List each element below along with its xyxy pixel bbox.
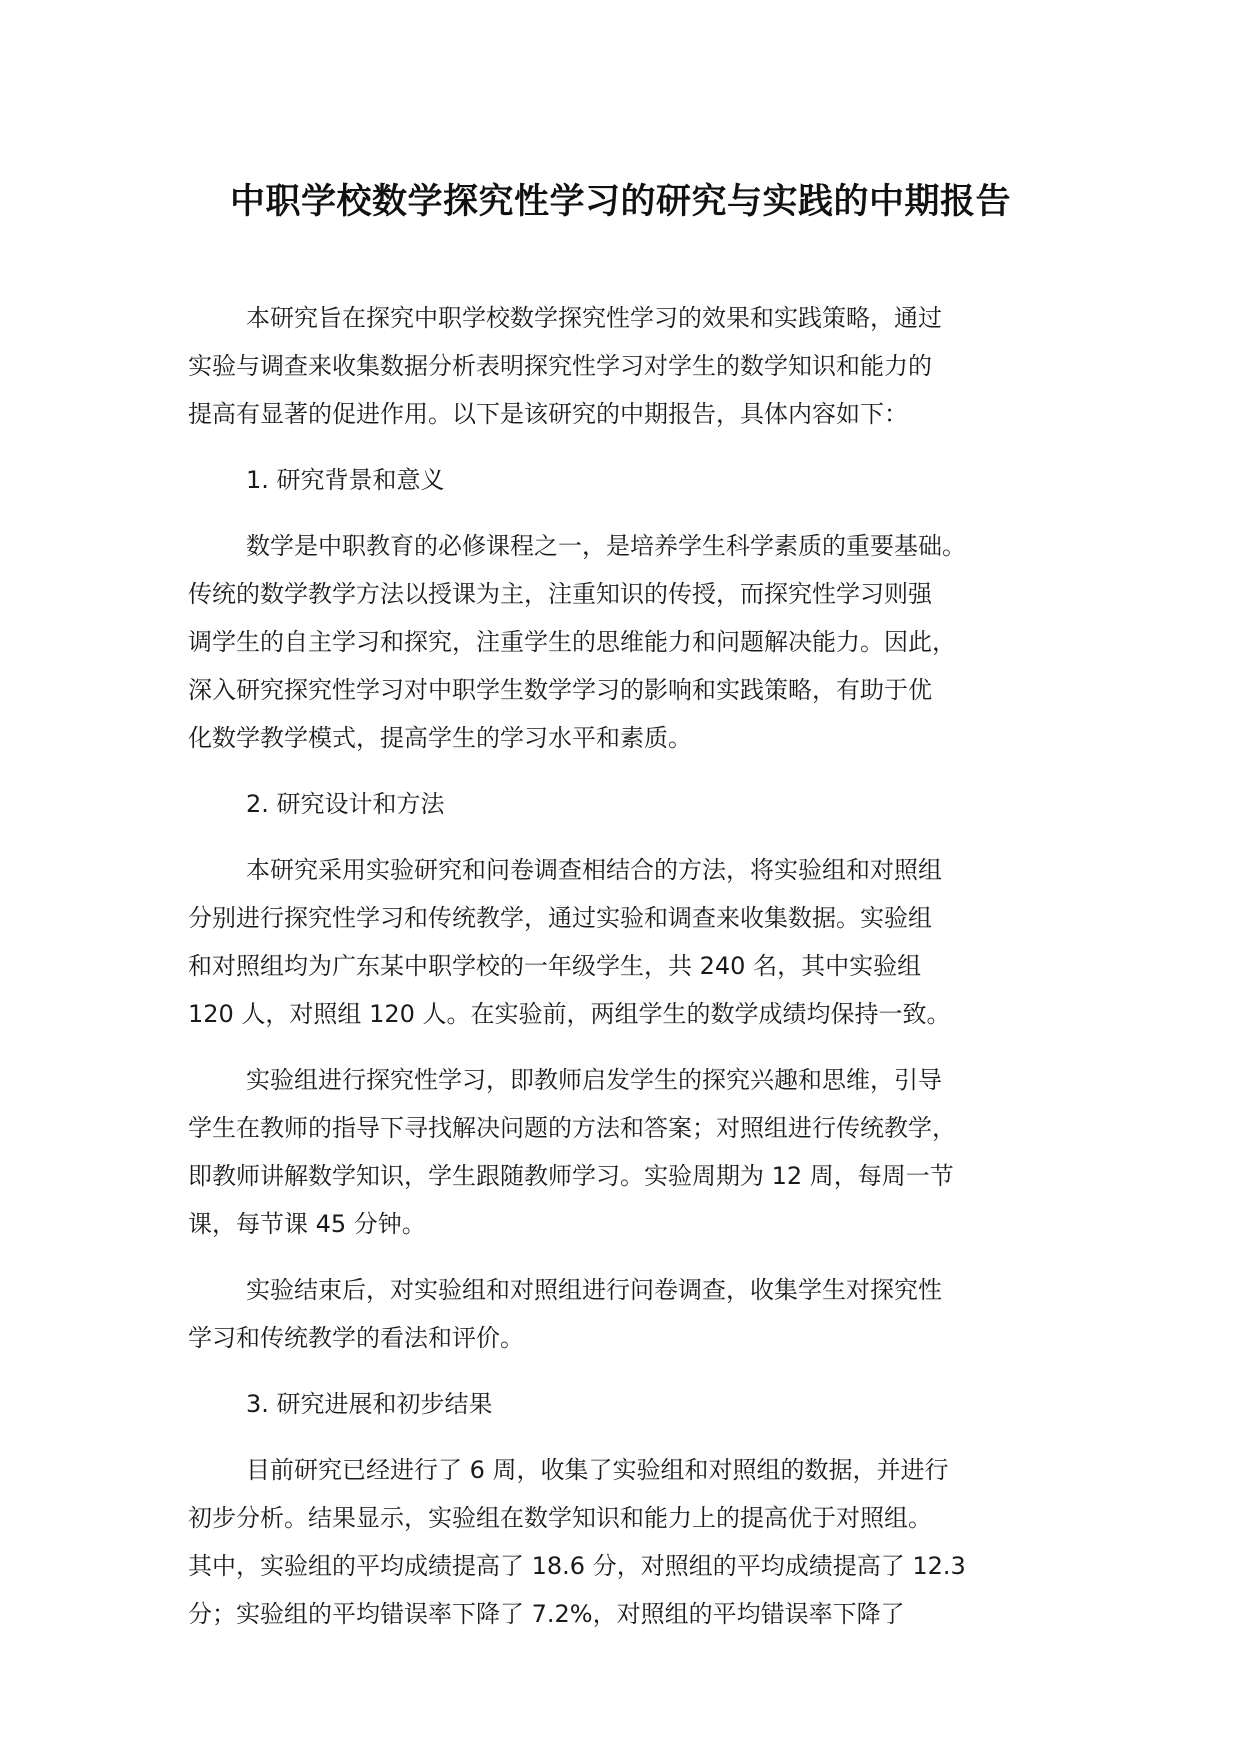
paragraph-results (188, 1446, 1083, 1638)
text-line: 本研究旨在探究中职学校数学探究性学习的效果和实践策略，通过 (246, 304, 942, 332)
text-line: 分别进行探究性学习和传统教学，通过实验和调查来收集数据。实验组 (188, 904, 932, 932)
text-line: 数学是中职教育的必修课程之一，是培养学生科学素质的重要基础。 (246, 532, 966, 560)
text-line: 本研究采用实验研究和问卷调查相结合的方法，将实验组和对照组 (246, 856, 942, 884)
section-heading-1 (188, 456, 1083, 504)
text-line: 提高有显著的促进作用。以下是该研究的中期报告，具体内容如下： (188, 400, 908, 428)
section-heading: 1. 研究背景和意义 (246, 466, 445, 494)
text-line: 化数学教学模式，提高学生的学习水平和素质。 (188, 724, 692, 752)
text-line: 实验与调查来收集数据分析表明探究性学习对学生的数学知识和能力的 (188, 352, 932, 380)
text-line: 课，每节课 45 分钟。 (188, 1210, 426, 1238)
paragraph-method (188, 1056, 1083, 1248)
text-line: 目前研究已经进行了 6 周，收集了实验组和对照组的数据，并进行 (246, 1456, 949, 1484)
section-heading: 3. 研究进展和初步结果 (246, 1390, 493, 1418)
text-line: 和对照组均为广东某中职学校的一年级学生，共 240 名，其中实验组 (188, 952, 922, 980)
text-line: 学生在教师的指导下寻找解决问题的方法和答案；对照组进行传统教学， (188, 1114, 956, 1142)
text-line: 120 人，对照组 120 人。在实验前，两组学生的数学成绩均保持一致。 (188, 1000, 951, 1028)
text-line: 实验结束后，对实验组和对照组进行问卷调查，收集学生对探究性 (246, 1276, 942, 1304)
text-line: 初步分析。结果显示，实验组在数学知识和能力上的提高优于对照组。 (188, 1504, 932, 1532)
text-line: 其中，实验组的平均成绩提高了 18.6 分，对照组的平均成绩提高了 12.3 (188, 1552, 966, 1580)
document-body (188, 294, 1083, 1638)
document-title: 中职学校数学探究性学习的研究与实践的中期报告 (229, 182, 1011, 222)
section-heading-2 (188, 780, 1083, 828)
text-line: 即教师讲解数学知识，学生跟随教师学习。实验周期为 12 周，每周一节 (188, 1162, 954, 1190)
paragraph-survey (188, 1266, 1083, 1362)
text-line: 深入研究探究性学习对中职学生数学学习的影响和实践策略，有助于优 (188, 676, 932, 704)
paragraph-intro (188, 294, 1083, 438)
text-line: 实验组进行探究性学习，即教师启发学生的探究兴趣和思维，引导 (246, 1066, 942, 1094)
text-line: 传统的数学教学方法以授课为主，注重知识的传授，而探究性学习则强 (188, 580, 932, 608)
text-line: 学习和传统教学的看法和评价。 (188, 1324, 524, 1352)
paragraph-background (188, 522, 1083, 762)
section-heading-3 (188, 1380, 1083, 1428)
text-line: 调学生的自主学习和探究，注重学生的思维能力和问题解决能力。因此， (188, 628, 956, 656)
text-line: 分；实验组的平均错误率下降了 7.2%，对照组的平均错误率下降了 (188, 1600, 905, 1628)
paragraph-design (188, 846, 1083, 1038)
section-heading: 2. 研究设计和方法 (246, 790, 445, 818)
